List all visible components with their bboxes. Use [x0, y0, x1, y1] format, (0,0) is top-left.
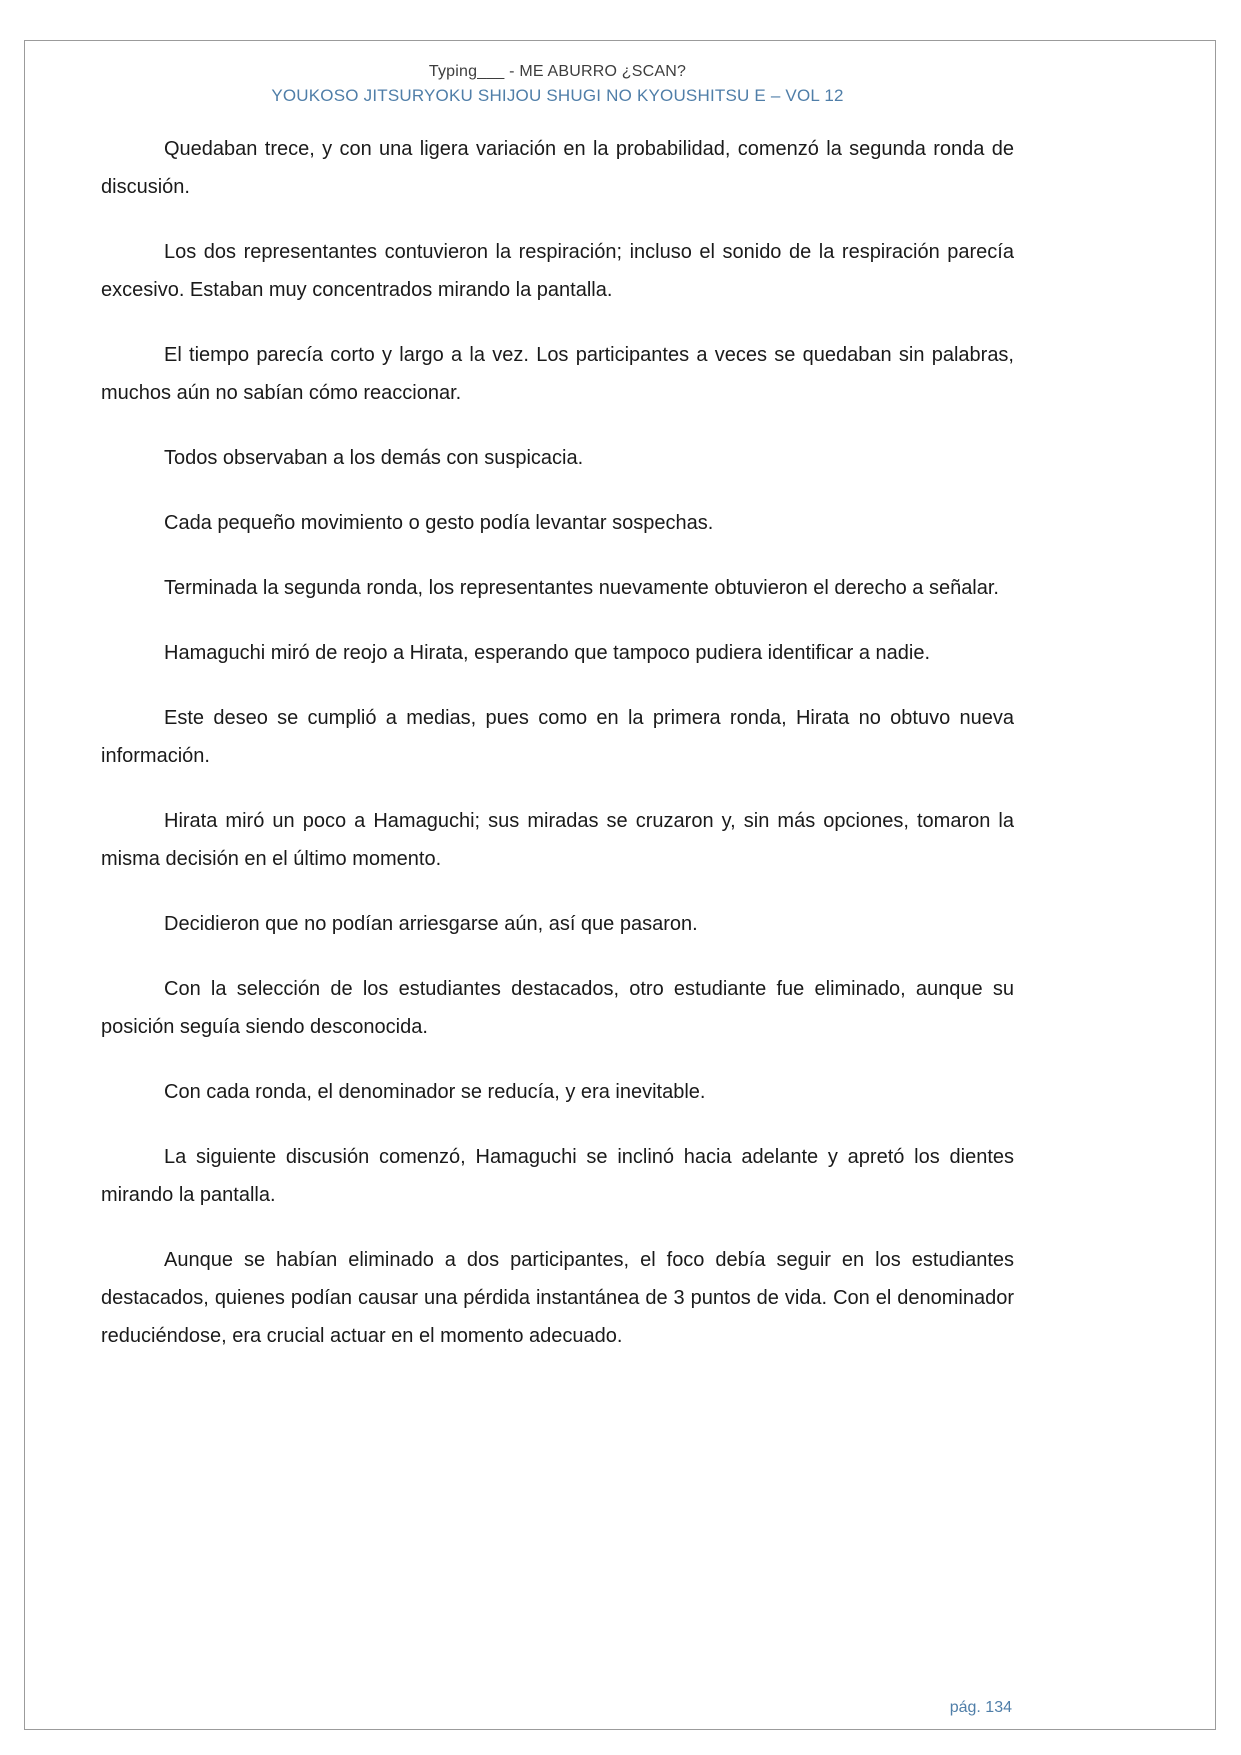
paragraph: Con la selección de los estudiantes destacados, otro estudiante fue eliminado, aunque su posición seguía siendo desconocida.: [101, 978, 1014, 1038]
page-footer: [950, 1699, 1012, 1717]
page-header: [101, 41, 1014, 106]
header-title: Typing___ - ME ABURRO ¿SCAN?: [428, 63, 687, 80]
paragraph: Con cada ronda, el denominador se reducía, y era inevitable.: [164, 1081, 706, 1103]
paragraph: Todos observaban a los demás con suspicacia.: [164, 447, 584, 469]
header-subtitle: YOUKOSO JITSURYOKU SHIJOU SHUGI NO KYOUSHITSU E – VOL 12: [271, 86, 844, 105]
content-column: [101, 41, 1014, 1382]
paragraph: Este deseo se cumplió a medias, pues como en la primera ronda, Hirata no obtuvo nueva información.: [101, 707, 1014, 767]
paragraph: Decidieron que no podían arriesgarse aún, así que pasaron.: [164, 913, 698, 935]
paragraph: Cada pequeño movimiento o gesto podía levantar sospechas.: [164, 512, 714, 534]
paragraph: Aunque se habían eliminado a dos participantes, el foco debía seguir en los estudiantes destacados, quienes podían causar una pérdida instantánea de 3 puntos de vida. Con el denominador reduciéndose, era crucial actuar en el momento adecuado.: [101, 1249, 1014, 1347]
page-border: [24, 40, 1216, 1730]
paragraph: Hamaguchi miró de reojo a Hirata, esperando que tampoco pudiera identificar a nadie.: [164, 642, 931, 664]
paragraph: Terminada la segunda ronda, los representantes nuevamente obtuvieron el derecho a señalar.: [164, 577, 999, 599]
paragraph: Los dos representantes contuvieron la respiración; incluso el sonido de la respiración parecía excesivo. Estaban muy concentrados mirando la pantalla.: [101, 241, 1014, 301]
document-body: [101, 130, 1014, 1355]
page-number: pág. 134: [949, 1699, 1012, 1716]
paragraph: Hirata miró un poco a Hamaguchi; sus miradas se cruzaron y, sin más opciones, tomaron la misma decisión en el último momento.: [101, 810, 1014, 870]
paragraph: Quedaban trece, y con una ligera variación en la probabilidad, comenzó la segunda ronda de discusión.: [101, 138, 1014, 198]
paragraph: El tiempo parecía corto y largo a la vez. Los participantes a veces se quedaban sin palabras, muchos aún no sabían cómo reaccionar.: [101, 344, 1014, 404]
paragraph: La siguiente discusión comenzó, Hamaguchi se inclinó hacia adelante y apretó los dientes mirando la pantalla.: [101, 1146, 1014, 1206]
